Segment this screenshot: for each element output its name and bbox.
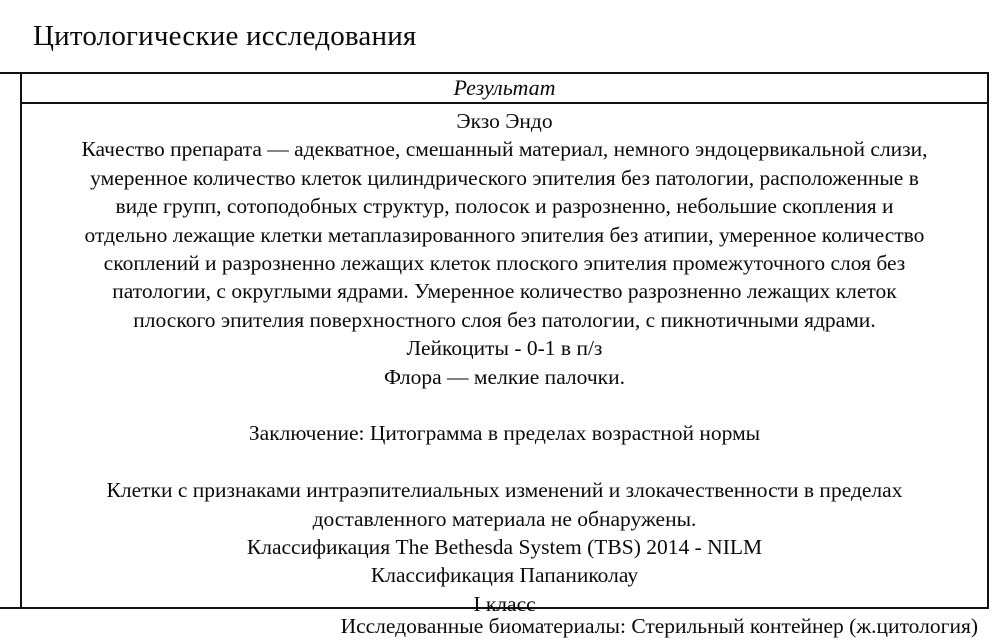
result-line-specimen: Экзо Эндо bbox=[456, 109, 553, 133]
page-title: Цитологические исследования bbox=[33, 20, 417, 52]
biomaterials-note: Исследованные биоматериалы: Стерильный контейнер (ж.цитология) bbox=[340, 614, 978, 638]
result-line: плоского эпителия поверхностного слоя без патологии, с пикнотичными ядрами. bbox=[133, 307, 876, 332]
result-line: виде групп, сотоподобных структур, полосок и разрозненно, небольшие скопления и bbox=[115, 194, 894, 219]
result-table bbox=[20, 72, 989, 616]
result-line: патологии, с округлыми ядрами. Умеренное количество разрозненно лежащих клеток bbox=[112, 279, 897, 304]
result-line: отдельно лежащие клетки метаплазированного эпителия без атипии, умеренное количество bbox=[84, 222, 925, 247]
result-line-class: I класс bbox=[473, 591, 536, 616]
result-line: доставленного материала не обнаружены. bbox=[312, 506, 697, 531]
result-line-leukocytes: Лейкоциты - 0-1 в п/з bbox=[406, 336, 603, 361]
result-line: Клетки с признаками интраэпителиальных изменений и злокачественности в пределах bbox=[106, 478, 903, 503]
result-line: умеренное количество клеток цилиндрического эпителия без патологии, расположенные в bbox=[90, 165, 919, 190]
table-left-cell bbox=[0, 72, 20, 609]
blank-line bbox=[22, 391, 987, 419]
result-line-tbs-classification: Классификация The Bethesda System (TBS) 2014 - NILM bbox=[246, 535, 763, 560]
result-line: Качество препарата — адекватное, смешанный материал, немного эндоцервикальной слизи, bbox=[81, 137, 928, 162]
result-line-conclusion: Заключение: Цитограмма в пределах возрастной нормы bbox=[248, 421, 761, 446]
result-text bbox=[22, 104, 987, 618]
result-line-papanicolaou-classification: Классификация Папаниколау bbox=[370, 563, 639, 588]
result-column-header: Результат bbox=[22, 74, 987, 104]
result-line: скоплений и разрозненно лежащих клеток плоского эпителия промежуточного слоя без bbox=[103, 251, 906, 276]
blank-line bbox=[22, 448, 987, 476]
result-line-flora: Флора — мелкие палочки. bbox=[384, 364, 625, 389]
